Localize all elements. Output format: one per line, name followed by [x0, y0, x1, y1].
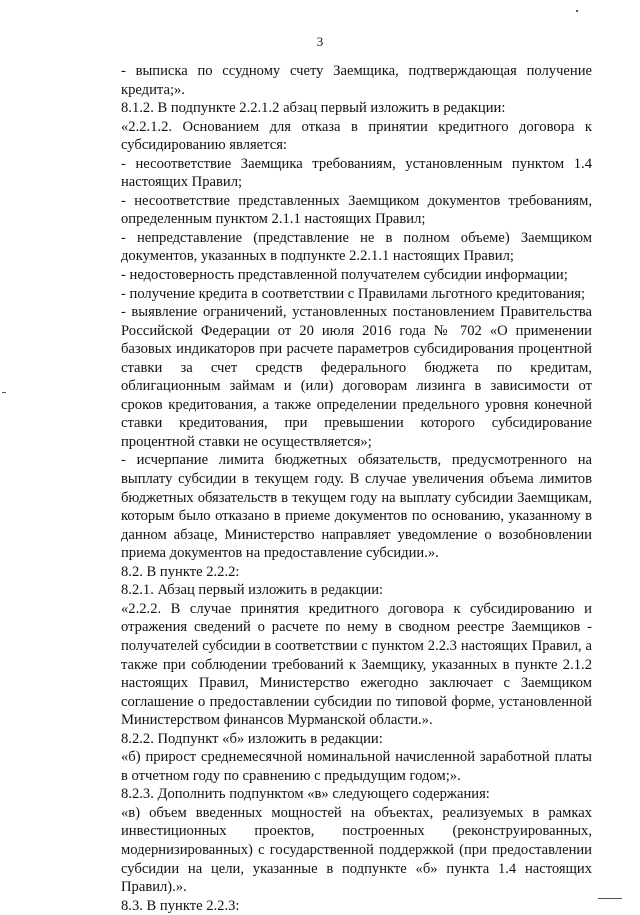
list-item-limit-exhausted: - исчерпание лимита бюджетных обязательств, предусмотренного на выплату субсидии в текущем году. В случае увеличения объема лимитов бюджетных обязательств в текущем году на выплату субсидии Заемщикам, которым было отказано в приеме документов по основанию, указанному в данном абзаце, Министерство направляет уведомление о возобновлении приема документов на предоставление субсидии.». [121, 452, 592, 562]
list-item-restrictions: - выявление ограничений, установленных постановлением Правительства Российской Федерации от 20 июля 2016 года № 702 «О применении базовых индикаторов при расчете параметров субсидирования процентной ставки за счет средств федерального бюджета по кредитам, облигационным займам и (или) договорам лизинга в зависимости от сроков кредитования, а также определении предельного уровня конечной ставки кредитования, при превышении которого субсидирование процентной ставки не осуществляется»; [121, 304, 592, 450]
list-item-nonsubmission: - непредставление (представление не в полном объеме) Заемщиком документов, указанных в подпункте 2.2.1.1 настоящих Правил; [121, 229, 592, 265]
paragraph-8-2-2: 8.2.2. Подпункт «б» изложить в редакции: [121, 730, 383, 747]
paragraph-8-2-3: 8.2.3. Дополнить подпунктом «в» следующего содержания: [121, 786, 490, 803]
list-item-documents-mismatch: - несоответствие представленных Заемщиком документов требованиям, определенным пунктом 2.1.1 настоящих Правил; [121, 192, 592, 228]
paragraph-statement-item: - выписка по ссудному счету Заемщика, подтверждающая получение кредита;». [121, 63, 592, 98]
paragraph-8-3: 8.3. В пункте 2.2.3: [121, 897, 240, 914]
paragraph-2-2-1-2: «2.2.1.2. Основанием для отказа в принятии кредитного договора к субсидированию является: [121, 118, 592, 154]
paragraph-subitem-b: «б) прирост среднемесячной номинальной начисленной заработной платы в отчетном году по сравнению с предыдущим годом;». [121, 749, 592, 784]
paragraph-8-2-1: 8.2.1. Абзац первый изложить в редакции: [121, 582, 384, 599]
paragraph-subitem-v: «в) объем введенных мощностей на объектах, реализуемых в рамках инвестиционных проектов, построенных (реконструированных, модернизированных) с государственной поддержкой (при предоставлении субсидии на цели, указанные в подпункте «б» пункта 1.4 настоящих Правил).». [121, 804, 592, 896]
paragraph-8-2: 8.2. В пункте 2.2.2: [121, 563, 240, 580]
scan-mark-bottom-right [598, 898, 622, 899]
list-item-requirements: - несоответствие Заемщика требованиям, установленным пунктом 1.4 настоящих Правил; [121, 155, 592, 191]
list-item-preferential-credit: - получение кредита в соответствии с Правилами льготного кредитования; [121, 285, 586, 302]
scan-mark-left-edge [2, 392, 6, 393]
paragraph-8-1-2: 8.1.2. В подпункте 2.2.1.2 абзац первый изложить в редакции: [121, 100, 506, 117]
list-item-false-info: - недостоверность представленной получателем субсидии информации; [121, 267, 568, 284]
page-number: 3 [316, 34, 324, 49]
document-body [103, 62, 592, 915]
paragraph-2-2-2: «2.2.2. В случае принятия кредитного договора к субсидированию и отражения сведений о расчете по нему в сводном реестре Заемщиков - получателей субсидии в соответствии с пунктом 2.2.3 настоящих Правил, а также при соблюдении требований к Заемщику, указанных в пункте 2.1.2 настоящих Правил, Министерство ежегодно заключает с Заемщиком соглашение о предоставлении субсидии по типовой форме, установленной Министерством финансов Мурманской области.». [121, 600, 592, 729]
scan-mark-top-right [576, 10, 578, 12]
